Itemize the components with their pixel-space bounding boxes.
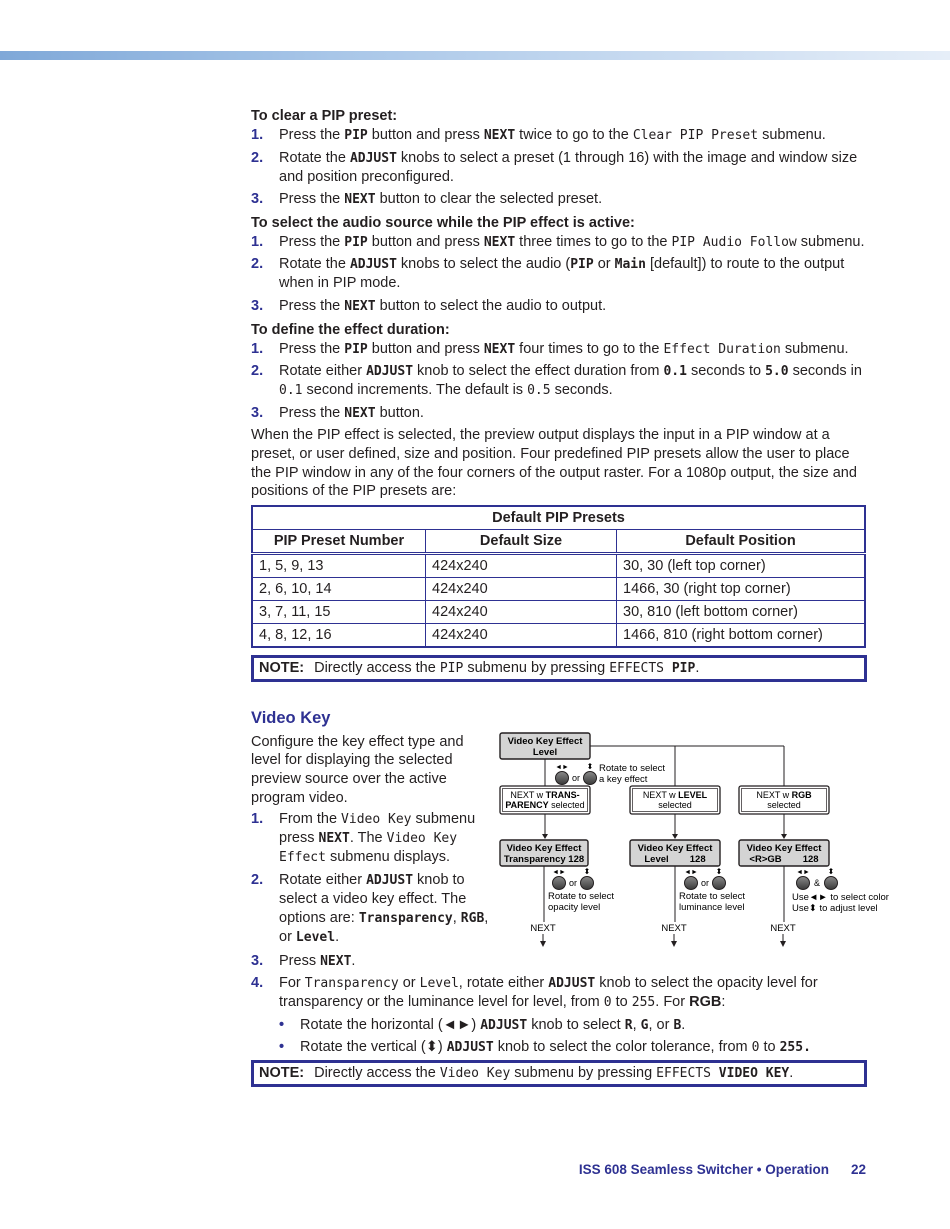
text-run: NEXT [344,192,376,208]
text-run: . [335,928,340,945]
svg-text:Level 128: Level 128 [644,853,706,865]
top-effect-box [500,733,590,759]
table-cell: 424x240 [426,577,617,600]
svg-text:or: or [571,772,581,783]
text-run: NEXT [344,405,376,421]
svg-text:⬍: ⬍ [583,866,591,876]
text-run: submenu. [796,233,865,250]
text-run: Main [614,257,646,273]
step-number: 3. [251,952,264,969]
text-run: . The [349,830,387,847]
step-number: 2. [251,149,264,166]
svg-text:Transparency 128: Transparency 128 [503,853,585,865]
list-item [251,190,867,209]
text-run: Directly access the [314,659,440,676]
text-run: Rotate the [279,149,350,166]
text-run: Rotate the vertical (⬍) [300,1038,447,1055]
svg-text:◄►: ◄► [796,868,810,876]
list-item [251,810,495,867]
video-key-steps [251,810,495,947]
text-run: R [624,1017,633,1033]
svg-text:NEXT: NEXT [661,922,687,934]
note-label: NOTE: [259,1064,305,1081]
text-run: NEXT [320,953,352,969]
text-run: Transparency [304,976,399,992]
text-run: knob to select the opacity level for transparency or the luminance level for level, from [279,975,818,1011]
text-run: submenu. [780,340,849,357]
clear-preset-heading: To clear a PIP preset: [251,108,398,124]
text-run: 255 [631,995,656,1011]
text-run: or [593,256,615,273]
text-run: , [632,1016,641,1033]
text-run: button and press [367,127,484,143]
text-run: PIP Audio Follow [671,234,797,250]
text-run: second increments. The default is [302,382,528,399]
table-title: Default PIP Presets [252,506,865,530]
text-run: button to clear the selected preset. [375,191,603,208]
text-run: NEXT [318,831,350,847]
table-row [252,577,865,600]
footer-title: ISS 608 Seamless Switcher • Operation [578,1162,829,1177]
list-item [251,871,495,947]
text-run: Press the [279,340,345,357]
text-run: submenu. [758,127,826,143]
svg-text:Video Key Effect: Video Key Effect [507,735,583,747]
text-run: or [398,975,420,992]
step-number: 1. [251,127,264,143]
text-run: Press the [279,127,345,143]
clear-preset-steps [251,126,867,209]
table-cell: 424x240 [426,553,617,577]
text-run: ADJUST [349,150,397,166]
text-run: RGB [689,994,722,1011]
text-run: Directly access the [314,1064,440,1081]
table-cell: 3, 7, 11, 15 [252,600,426,623]
text-run: RGB [460,910,485,926]
text-run: 0.1 [663,364,687,380]
text-run: Level [295,929,336,945]
text-run: Transparency [358,910,453,926]
effect-duration-steps [251,340,867,423]
svg-text:<R>GB 128: <R>GB 128 [749,853,819,865]
text-run: NEXT [483,341,516,357]
text-run: to [759,1038,780,1055]
text-run: NEXT [483,128,516,143]
text-run: seconds in [788,363,862,380]
text-run: [default]) to route to the output when in PIP mode. [279,256,845,292]
pip-presets-table [251,505,866,648]
video-key-title: Video Key [251,708,331,727]
text-run: PIP [344,128,368,143]
text-run: , or [279,909,489,945]
page-content [251,106,889,1087]
text-run: PIP [344,234,368,250]
text-run: Clear PIP Preset [632,128,759,143]
table-cell: 424x240 [426,600,617,623]
audio-source-heading: To select the audio source while the PIP effect is active: [251,214,635,231]
text-run: button and press [367,233,484,250]
branch-transparency [500,786,614,947]
text-run: seconds to [686,363,766,380]
svg-text:Video Key Effect: Video Key Effect [637,842,713,854]
list-item [251,340,867,359]
svg-text:⬍: ⬍ [827,866,835,876]
svg-text:Rotate to select: Rotate to select [548,890,615,902]
svg-text:or: or [568,877,578,888]
text-run: knob to select the color tolerance, from [493,1038,752,1055]
text-run: Press the [279,233,345,250]
text-run: . [351,952,356,969]
text-run: Rotate the [279,256,350,273]
text-run: Video Key [439,1065,511,1081]
svg-text:Video Key Effect: Video Key Effect [746,842,822,854]
header-band [0,51,950,60]
step-number: 1. [251,340,264,357]
text-run: button and press [367,340,484,357]
bullet-item [279,1016,867,1035]
svg-text:NEXT: NEXT [530,922,556,934]
text-run: , or [648,1016,674,1033]
text-run: submenu displays. [325,849,451,866]
text-run: Rotate either [279,363,367,380]
bullet-item [279,1038,867,1057]
svg-text:NEXT w RGB: NEXT w RGB [756,789,812,800]
text-run: ADJUST [548,976,596,992]
svg-text:◄►: ◄► [684,868,698,876]
text-run: . [789,1064,794,1081]
note-text [314,660,699,676]
step-number: 3. [251,404,264,421]
note-pip-access [251,655,867,682]
text-run: Rotate the horizontal (◄►) [300,1016,481,1033]
table-row [252,600,865,623]
svg-text:NEXT w TRANS-: NEXT w TRANS- [510,789,580,800]
text-run: knobs to select the audio ( [396,256,571,273]
rgb-bullets [251,1016,867,1057]
svg-text:⬍: ⬍ [586,761,594,771]
list-item [251,149,867,187]
table-cell: 30, 30 (left top corner) [617,553,866,577]
step-number: 3. [251,297,264,314]
text-run: Video Key Effect [279,831,458,866]
text-run: four times to go to the [515,340,664,357]
branch-level [630,786,745,947]
list-item [251,233,867,252]
text-run: Press the [279,297,345,314]
table-row [252,553,865,577]
list-item [251,404,867,423]
text-run: . [681,1016,686,1033]
column-header: Default Position [617,529,866,553]
text-run: three times to go to the [515,233,672,250]
table-cell: 2, 6, 10, 14 [252,577,426,600]
text-run: button. [375,404,424,421]
page-number: 22 [850,1162,866,1177]
branch-rgb [739,786,889,947]
text-run: Press the [279,404,345,421]
list-item [251,362,867,400]
text-run: 255. [779,1039,811,1055]
pip-presets-paragraph: When the PIP effect is selected, the preview output displays the input in a PIP window at a preset, or user defined, size and position. Four predefined PIP presets allow the user to place the PIP window in any of the four corners of the output raster. For a 1080p output, the size and positions of the PIP presets are: [251,427,857,500]
text-run: Level [419,976,459,992]
text-run: knob to select the effect duration from [413,363,664,380]
text-run: 5.0 [765,364,789,380]
text-run: PIP [671,660,696,676]
svg-text:PARENCY selected: PARENCY selected [505,799,585,810]
text-run: knob to select [527,1016,625,1033]
effect-duration-heading: To define the effect duration: [251,321,450,338]
svg-text:Rotate to select: Rotate to select [679,890,746,902]
table-cell: 1466, 30 (right top corner) [617,577,866,600]
text-run: NEXT [483,234,516,250]
text-run: PIP [439,660,464,676]
text-run: knobs to select a preset (1 through 16) with the image and window size and position preconfigured. [279,149,858,185]
text-run: ADJUST [446,1039,494,1055]
step-number: 2. [251,363,264,380]
list-item [251,126,867,145]
text-run: EFFECTS [609,660,672,676]
list-item [251,255,867,293]
svg-text:NEXT w LEVEL: NEXT w LEVEL [642,789,708,800]
svg-text:Rotate to select: Rotate to select [599,762,666,774]
table-cell: 424x240 [426,623,617,647]
text-run: G [640,1017,649,1033]
text-run: 0 [751,1039,760,1055]
video-key-flow-diagram [497,732,889,956]
text-run: VIDEO KEY [718,1065,790,1081]
step-number: 4. [251,975,264,992]
table-cell: 4, 8, 12, 16 [252,623,426,647]
text-run: submenu by pressing [510,1064,657,1081]
svg-text:a key effect: a key effect [599,773,648,785]
text-run: ADJUST [480,1017,528,1033]
svg-text:Use◄► to select color: Use◄► to select color [792,891,889,903]
step-number: 3. [251,191,264,208]
text-run: 0.5 [527,383,551,399]
svg-text:◄►: ◄► [555,763,569,771]
text-run: 0.1 [279,383,303,399]
table-cell: 30, 810 (left bottom corner) [617,600,866,623]
text-run: 0 [603,995,612,1011]
text-run: to [611,994,632,1011]
text-run: ADJUST [349,257,397,273]
text-run: Press the [279,191,345,208]
note-text [314,1065,793,1081]
svg-text:Use⬍ to adjust level: Use⬍ to adjust level [792,902,878,914]
video-key-intro: Configure the key effect type and level for displaying the selected preview source over the active program video. [251,733,464,806]
video-key-section [251,733,889,947]
svg-text:or: or [700,877,710,888]
text-run: B [673,1017,682,1033]
text-run: EFFECTS [656,1065,719,1081]
text-run: Video Key [341,812,412,828]
text-run: button to select the audio to output. [375,297,607,314]
svg-text:NEXT: NEXT [770,922,796,934]
note-video-key-access [251,1060,867,1087]
text-run: For [279,975,305,992]
step-number: 2. [251,256,264,273]
list-item [251,297,867,316]
text-run: NEXT [344,298,376,314]
svg-text:selected: selected [658,799,692,810]
svg-text:Level: Level [532,746,558,758]
svg-text:opacity level: opacity level [548,901,601,913]
text-run: seconds. [550,382,613,399]
text-run: , [452,909,461,926]
step-number: 1. [251,233,264,250]
svg-text:selected: selected [767,799,801,810]
video-key-left-column [251,733,495,947]
list-item [251,974,867,1012]
text-run: PIP [344,341,368,357]
page-footer [579,1162,866,1177]
text-run: . [695,659,700,676]
column-header: Default Size [426,529,617,553]
text-run: From the [279,811,342,828]
audio-source-steps [251,233,867,316]
top-knobs [555,762,665,785]
text-run: Press [279,952,321,969]
text-run: ADJUST [366,872,414,888]
text-run: . For [655,994,690,1011]
text-run: twice to go to the [515,127,633,143]
svg-text:luminance level: luminance level [679,901,745,913]
note-label: NOTE: [259,659,305,676]
text-run: knob to select a video key effect. The options are: [279,871,467,926]
bullet-icon: • [279,1038,285,1055]
table-row [252,623,865,647]
table-cell: 1, 5, 9, 13 [252,553,426,577]
text-run: PIP [570,257,594,273]
text-run: : [721,994,726,1011]
text-run: , rotate either [458,975,549,992]
svg-text:⬍: ⬍ [715,866,723,876]
svg-text:Video Key Effect: Video Key Effect [506,842,582,854]
text-run: submenu by pressing [463,659,610,676]
text-run: ADJUST [366,364,414,380]
text-run: Rotate either [279,871,367,888]
list-item [251,952,867,971]
svg-text:◄►: ◄► [552,868,566,876]
step-number: 1. [251,811,264,828]
text-run: Effect Duration [663,341,781,357]
bullet-icon: • [279,1016,285,1033]
video-key-steps-continued [251,952,867,1013]
text-run: submenu press [279,811,476,847]
step-number: 2. [251,871,264,888]
table-cell: 1466, 810 (right bottom corner) [617,623,866,647]
svg-text:&: & [813,877,821,888]
column-header: PIP Preset Number [252,529,426,553]
